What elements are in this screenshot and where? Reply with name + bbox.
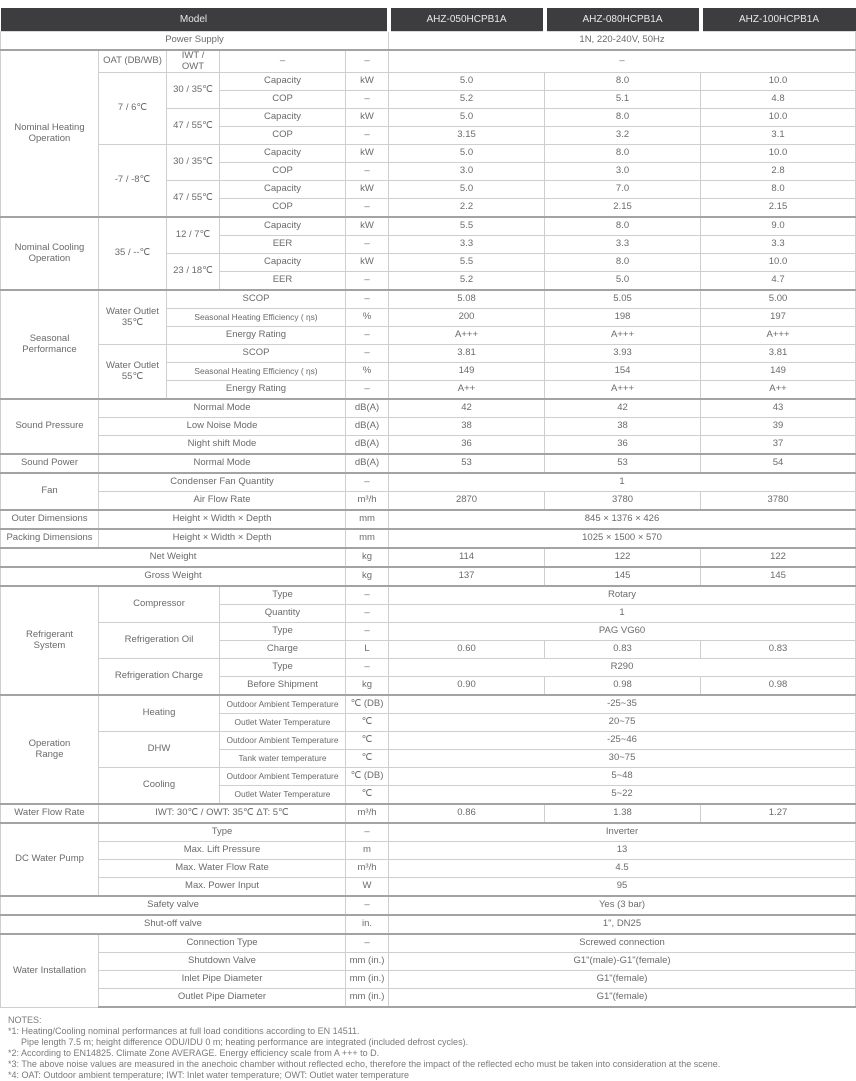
label-cell: – (220, 50, 346, 73)
label-cell: Quantity (220, 605, 346, 623)
note-line: *4: OAT: Outdoor ambient temperature; IWT: Inlet water temperature; OWT: Outlet water temperature (8, 1070, 409, 1081)
label-cell: 47 / 55℃ (167, 181, 220, 218)
unit-cell: – (346, 199, 389, 218)
value-cell: 3.81 (701, 345, 856, 363)
value-cell: G1"(female) (389, 989, 856, 1008)
label-cell: Power Supply (1, 32, 389, 51)
value-cell: 154 (545, 363, 701, 381)
value-cell: Rotary (389, 586, 856, 605)
unit-cell: m³/h (346, 492, 389, 511)
value-cell: 2.15 (545, 199, 701, 218)
section-label-cell: Refrigerant System (1, 586, 99, 695)
label-cell: Air Flow Rate (99, 492, 346, 511)
value-cell: 2.8 (701, 163, 856, 181)
label-cell: Energy Rating (167, 381, 346, 400)
value-cell: – (389, 50, 856, 73)
label-cell: COP (220, 199, 346, 218)
label-cell: Outlet Pipe Diameter (99, 989, 346, 1008)
value-cell: A++ (389, 381, 545, 400)
value-cell: 1 (389, 473, 856, 492)
value-cell: -25~35 (389, 695, 856, 714)
unit-cell: kW (346, 109, 389, 127)
label-cell: Max. Water Flow Rate (99, 860, 346, 878)
model-name-cell: AHZ-100HCPB1A (701, 8, 856, 32)
value-cell: 3.1 (701, 127, 856, 145)
label-cell: Water Outlet 55℃ (99, 345, 167, 400)
value-cell: 114 (389, 548, 545, 567)
value-cell: 5.2 (389, 272, 545, 291)
section-label-cell: Nominal Cooling Operation (1, 217, 99, 290)
model-name-cell: AHZ-080HCPB1A (545, 8, 701, 32)
table-row (1, 953, 856, 971)
table-row (1, 418, 856, 436)
value-cell: A++ (701, 381, 856, 400)
label-cell: 12 / 7℃ (167, 217, 220, 254)
label-cell: 30 / 35℃ (167, 145, 220, 181)
notes-section (0, 1008, 855, 1081)
label-cell: Max. Lift Pressure (99, 842, 346, 860)
value-cell: 1 (389, 605, 856, 623)
value-cell: 137 (389, 567, 545, 586)
value-cell: 8.0 (701, 181, 856, 199)
notes-title: NOTES: (8, 1015, 42, 1026)
value-cell: A+++ (545, 327, 701, 345)
label-cell: Gross Weight (1, 567, 346, 586)
value-cell: 1.27 (701, 804, 856, 823)
section-label-cell: Fan (1, 473, 99, 510)
value-cell: 36 (389, 436, 545, 455)
spec-table-body (1, 8, 856, 1007)
unit-cell: – (346, 272, 389, 291)
value-cell: 845 × 1376 × 426 (389, 510, 856, 529)
unit-cell: m³/h (346, 804, 389, 823)
value-cell: 149 (701, 363, 856, 381)
value-cell: 149 (389, 363, 545, 381)
value-cell: 3.93 (545, 345, 701, 363)
label-cell: Capacity (220, 181, 346, 199)
unit-cell: – (346, 381, 389, 400)
unit-cell: m³/h (346, 860, 389, 878)
unit-cell: – (346, 896, 389, 915)
note-line: *1: Heating/Cooling nominal performances at full load conditions according to EN 14511. (8, 1026, 360, 1037)
label-cell: COP (220, 91, 346, 109)
table-row (1, 623, 856, 641)
table-row (1, 50, 856, 73)
unit-cell: kg (346, 548, 389, 567)
unit-cell: in. (346, 915, 389, 934)
label-cell: Outdoor Ambient Temperature (220, 768, 346, 786)
table-row (1, 436, 856, 455)
value-cell: 3.0 (389, 163, 545, 181)
unit-cell: kg (346, 677, 389, 696)
unit-cell: L (346, 641, 389, 659)
value-cell: A+++ (701, 327, 856, 345)
label-cell: Net Weight (1, 548, 346, 567)
label-cell: Tank water temperature (220, 750, 346, 768)
value-cell: 5.5 (389, 254, 545, 272)
notes-lines (8, 1026, 855, 1081)
value-cell: 37 (701, 436, 856, 455)
unit-cell: % (346, 309, 389, 327)
value-cell: 197 (701, 309, 856, 327)
value-cell: 20~75 (389, 714, 856, 732)
value-cell: 2870 (389, 492, 545, 511)
value-cell: 0.98 (701, 677, 856, 696)
label-cell: Normal Mode (99, 399, 346, 418)
label-cell: Capacity (220, 109, 346, 127)
unit-cell: – (346, 659, 389, 677)
value-cell: 38 (389, 418, 545, 436)
value-cell: PAG VG60 (389, 623, 856, 641)
value-cell: 200 (389, 309, 545, 327)
table-row (1, 73, 856, 91)
value-cell: 3780 (545, 492, 701, 511)
label-cell: Seasonal Heating Efficiency ( ηs) (167, 363, 346, 381)
table-row (1, 860, 856, 878)
unit-cell: dB(A) (346, 436, 389, 455)
value-cell: 30~75 (389, 750, 856, 768)
unit-cell: – (346, 605, 389, 623)
unit-cell: kW (346, 145, 389, 163)
table-row (1, 804, 856, 823)
table-row (1, 659, 856, 677)
note-line: Pipe length 7.5 m; height difference ODU/IDU 0 m; heating performance are integrated (included defrost cycles). (21, 1037, 469, 1048)
table-row (1, 567, 856, 586)
label-cell: COP (220, 163, 346, 181)
value-cell: A+++ (545, 381, 701, 400)
table-row (1, 896, 856, 915)
unit-cell: kg (346, 567, 389, 586)
label-cell: Inlet Pipe Diameter (99, 971, 346, 989)
table-row (1, 878, 856, 897)
table-row (1, 989, 856, 1008)
label-cell: OAT (DB/WB) (99, 50, 167, 73)
label-cell: Outlet Water Temperature (220, 714, 346, 732)
value-cell: G1"(male)-G1"(female) (389, 953, 856, 971)
unit-cell: kW (346, 254, 389, 272)
value-cell: 1.38 (545, 804, 701, 823)
value-cell: 1", DN25 (389, 915, 856, 934)
label-cell: Max. Power Input (99, 878, 346, 897)
table-row (1, 32, 856, 51)
section-label-cell: Water Installation (1, 934, 99, 1007)
section-label-cell: Outer Dimensions (1, 510, 99, 529)
unit-cell: kW (346, 73, 389, 91)
label-cell: Night shift Mode (99, 436, 346, 455)
value-cell: 5.0 (389, 145, 545, 163)
value-cell: 9.0 (701, 217, 856, 236)
value-cell: A+++ (389, 327, 545, 345)
unit-cell: – (346, 236, 389, 254)
section-label-cell: Sound Pressure (1, 399, 99, 454)
unit-cell: – (346, 50, 389, 73)
unit-cell: ℃ (346, 750, 389, 768)
value-cell: 2.15 (701, 199, 856, 218)
value-cell: 145 (701, 567, 856, 586)
table-row (1, 695, 856, 714)
label-cell: 23 / 18℃ (167, 254, 220, 291)
value-cell: 3.3 (545, 236, 701, 254)
label-cell: 7 / 6℃ (99, 73, 167, 145)
table-row (1, 823, 856, 842)
label-cell: Low Noise Mode (99, 418, 346, 436)
label-cell: Type (99, 823, 346, 842)
unit-cell: – (346, 823, 389, 842)
label-cell: Outlet Water Temperature (220, 786, 346, 805)
label-cell: Height × Width × Depth (99, 510, 346, 529)
label-cell: Shut-off valve (1, 915, 346, 934)
section-label-cell: Nominal Heating Operation (1, 50, 99, 217)
unit-cell: – (346, 473, 389, 492)
unit-cell: – (346, 163, 389, 181)
value-cell: 0.90 (389, 677, 545, 696)
unit-cell: – (346, 623, 389, 641)
label-cell: Refrigeration Oil (99, 623, 220, 659)
value-cell: 53 (389, 454, 545, 473)
table-row (1, 399, 856, 418)
note-line: *2: According to EN14825. Climate Zone AVERAGE. Energy efficiency scale from A +++ to D. (8, 1048, 380, 1059)
label-cell: Shutdown Valve (99, 953, 346, 971)
value-cell: 8.0 (545, 254, 701, 272)
unit-cell: – (346, 127, 389, 145)
value-cell: 5.0 (389, 109, 545, 127)
value-cell: 3.15 (389, 127, 545, 145)
value-cell: 5.0 (545, 272, 701, 291)
value-cell: -25~46 (389, 732, 856, 750)
label-cell: Normal Mode (99, 454, 346, 473)
label-cell: Water Outlet 35℃ (99, 290, 167, 345)
unit-cell: dB(A) (346, 418, 389, 436)
value-cell: 5.08 (389, 290, 545, 309)
value-cell: 5.05 (545, 290, 701, 309)
label-cell: Capacity (220, 254, 346, 272)
table-row (1, 345, 856, 363)
section-label-cell: Seasonal Performance (1, 290, 99, 399)
table-row (1, 290, 856, 309)
value-cell: 10.0 (701, 73, 856, 91)
table-row (1, 915, 856, 934)
value-cell: 53 (545, 454, 701, 473)
unit-cell: – (346, 327, 389, 345)
value-cell: 42 (545, 399, 701, 418)
table-row (1, 732, 856, 750)
value-cell: 3.2 (545, 127, 701, 145)
label-cell: -7 / -8℃ (99, 145, 167, 218)
value-cell: 10.0 (701, 254, 856, 272)
table-row (1, 492, 856, 511)
spec-table (0, 8, 856, 1008)
unit-cell: mm (346, 510, 389, 529)
unit-cell: – (346, 91, 389, 109)
label-cell: 30 / 35℃ (167, 73, 220, 109)
label-cell: Energy Rating (167, 327, 346, 345)
label-cell: EER (220, 236, 346, 254)
unit-cell: kW (346, 217, 389, 236)
label-cell: 35 / --℃ (99, 217, 167, 290)
label-cell: Refrigeration Charge (99, 659, 220, 696)
label-cell: Type (220, 586, 346, 605)
label-cell: Outdoor Ambient Temperature (220, 732, 346, 750)
value-cell: 0.98 (545, 677, 701, 696)
section-label-cell: Water Flow Rate (1, 804, 99, 823)
value-cell: 5.2 (389, 91, 545, 109)
value-cell: 38 (545, 418, 701, 436)
value-cell: 5.5 (389, 217, 545, 236)
value-cell: 3.3 (389, 236, 545, 254)
unit-cell: W (346, 878, 389, 897)
value-cell: 3.81 (389, 345, 545, 363)
unit-cell: mm (in.) (346, 989, 389, 1008)
label-cell: 47 / 55℃ (167, 109, 220, 145)
unit-cell: % (346, 363, 389, 381)
unit-cell: dB(A) (346, 454, 389, 473)
table-row (1, 510, 856, 529)
value-cell: 5~48 (389, 768, 856, 786)
unit-cell: – (346, 290, 389, 309)
label-cell: Capacity (220, 217, 346, 236)
unit-cell: kW (346, 181, 389, 199)
label-cell: Compressor (99, 586, 220, 623)
table-row (1, 473, 856, 492)
section-label-cell: Sound Power (1, 454, 99, 473)
unit-cell: ℃ (346, 732, 389, 750)
value-cell: Inverter (389, 823, 856, 842)
value-cell: 3.0 (545, 163, 701, 181)
model-name-cell: AHZ-050HCPB1A (389, 8, 545, 32)
unit-cell: ℃ (346, 786, 389, 805)
label-cell: Capacity (220, 145, 346, 163)
value-cell: 8.0 (545, 109, 701, 127)
value-cell: 5.00 (701, 290, 856, 309)
note-line: *3: The above noise values are measured in the anechoic chamber without reflected echo, therefore the impact of the reflected echo must be taken into consideration at the scene. (8, 1059, 721, 1070)
table-row (1, 586, 856, 605)
value-cell: R290 (389, 659, 856, 677)
value-cell: 54 (701, 454, 856, 473)
value-cell: 8.0 (545, 145, 701, 163)
table-row (1, 934, 856, 953)
label-cell: EER (220, 272, 346, 291)
value-cell: 8.0 (545, 217, 701, 236)
value-cell: 0.86 (389, 804, 545, 823)
value-cell: 3780 (701, 492, 856, 511)
label-cell: DHW (99, 732, 220, 768)
value-cell: 5.1 (545, 91, 701, 109)
value-cell: 36 (545, 436, 701, 455)
unit-cell: mm (in.) (346, 953, 389, 971)
label-cell: Condenser Fan Quantity (99, 473, 346, 492)
label-cell: Before Shipment (220, 677, 346, 696)
table-row (1, 971, 856, 989)
label-cell: Capacity (220, 73, 346, 91)
unit-cell: mm (in.) (346, 971, 389, 989)
value-cell: Yes (3 bar) (389, 896, 856, 915)
value-cell: 4.7 (701, 272, 856, 291)
unit-cell: dB(A) (346, 399, 389, 418)
label-cell: COP (220, 127, 346, 145)
table-row (1, 768, 856, 786)
unit-cell: – (346, 586, 389, 605)
value-cell: 198 (545, 309, 701, 327)
table-row (1, 145, 856, 163)
label-cell: Safety valve (1, 896, 346, 915)
value-cell: 0.83 (545, 641, 701, 659)
value-cell: 4.8 (701, 91, 856, 109)
section-label-cell: Packing Dimensions (1, 529, 99, 548)
table-row (1, 548, 856, 567)
unit-cell: mm (346, 529, 389, 548)
section-label-cell: Operation Range (1, 695, 99, 804)
unit-cell: ℃ (346, 714, 389, 732)
model-header-cell: Model (1, 8, 389, 32)
table-row (1, 529, 856, 548)
value-cell: 1N, 220-240V, 50Hz (389, 32, 856, 51)
unit-cell: ℃ (DB) (346, 768, 389, 786)
label-cell: Height × Width × Depth (99, 529, 346, 548)
label-cell: Heating (99, 695, 220, 732)
table-row (1, 842, 856, 860)
label-cell: Cooling (99, 768, 220, 805)
label-cell: Type (220, 623, 346, 641)
value-cell: 145 (545, 567, 701, 586)
value-cell: 5.0 (389, 73, 545, 91)
value-cell: 8.0 (545, 73, 701, 91)
label-cell: Connection Type (99, 934, 346, 953)
value-cell: 0.60 (389, 641, 545, 659)
unit-cell: m (346, 842, 389, 860)
unit-cell: – (346, 934, 389, 953)
section-label-cell: DC Water Pump (1, 823, 99, 896)
value-cell: 0.83 (701, 641, 856, 659)
unit-cell: – (346, 345, 389, 363)
label-cell: Charge (220, 641, 346, 659)
value-cell: 43 (701, 399, 856, 418)
value-cell: 122 (701, 548, 856, 567)
value-cell: 3.3 (701, 236, 856, 254)
value-cell: 5.0 (389, 181, 545, 199)
label-cell: IWT: 30℃ / OWT: 35℃ ΔT: 5℃ (99, 804, 346, 823)
label-cell: Type (220, 659, 346, 677)
label-cell: SCOP (167, 345, 346, 363)
value-cell: 42 (389, 399, 545, 418)
label-cell: SCOP (167, 290, 346, 309)
value-cell: 13 (389, 842, 856, 860)
label-cell: IWT / OWT (167, 50, 220, 73)
value-cell: Screwed connection (389, 934, 856, 953)
label-cell: Seasonal Heating Efficiency ( ηs) (167, 309, 346, 327)
table-row (1, 217, 856, 236)
value-cell: 10.0 (701, 109, 856, 127)
value-cell: 122 (545, 548, 701, 567)
value-cell: 10.0 (701, 145, 856, 163)
value-cell: 4.5 (389, 860, 856, 878)
value-cell: 1025 × 1500 × 570 (389, 529, 856, 548)
value-cell: 5~22 (389, 786, 856, 805)
unit-cell: ℃ (DB) (346, 695, 389, 714)
value-cell: 2.2 (389, 199, 545, 218)
value-cell: 39 (701, 418, 856, 436)
table-row (1, 454, 856, 473)
value-cell: G1"(female) (389, 971, 856, 989)
value-cell: 7.0 (545, 181, 701, 199)
value-cell: 95 (389, 878, 856, 897)
table-header-row (1, 8, 856, 32)
label-cell: Outdoor Ambient Temperature (220, 695, 346, 714)
